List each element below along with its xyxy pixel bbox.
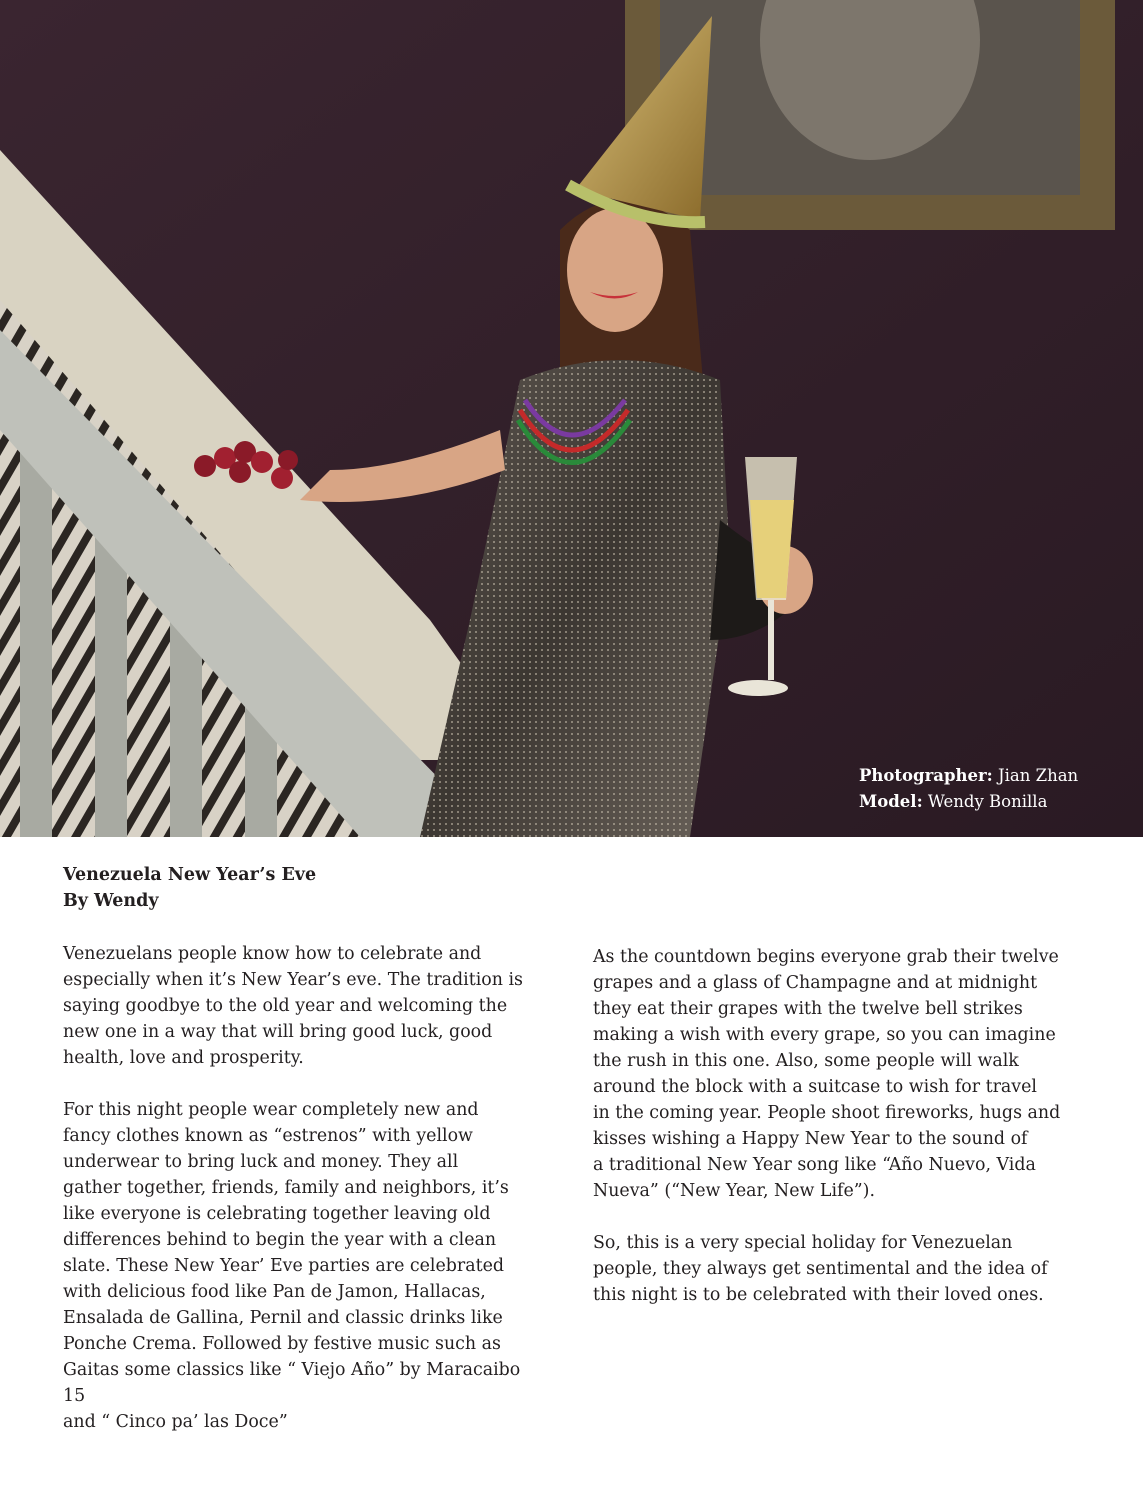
left-paragraph-1: Venezuelans people know how to celebrate and especially when it’s New Year’s eve. The tradition is saying goodbye to the old year and welcoming the new one in a way that will bring good luck, good health, love and prosperity. bbox=[63, 944, 523, 1068]
article-header bbox=[63, 862, 316, 914]
left-column bbox=[63, 941, 543, 1461]
article-byline: By Wendy bbox=[63, 891, 159, 911]
article-title: Venezuela New Year’s Eve bbox=[63, 865, 317, 885]
right-column bbox=[593, 944, 1073, 1334]
model-credit: Model: Wendy Bonilla bbox=[859, 792, 1048, 811]
photographer-credit: Photographer: Jian Zhan bbox=[859, 766, 1079, 785]
right-paragraph-2: So, this is a very special holiday for Venezuelan people, they always get sentimental and the idea of this night is to be celebrated with their loved ones. bbox=[593, 1233, 1048, 1305]
right-paragraph-1: As the countdown begins everyone grab their twelve grapes and a glass of Champagne and at midnight they eat their grapes with the twelve bell strikes making a wish with every grape, so you can imagine the rush in this one. Also, some people will walk around the block with a suitcase to wish for travel in the coming year. People shoot fireworks, hugs and kisses wishing a Happy New Year to the sound of a traditional New Year song like “Año Nuevo, Vida Nueva” (“New Year, New Life”). bbox=[593, 947, 1061, 1201]
photo-credits bbox=[859, 763, 1078, 815]
left-paragraph-2: For this night people wear completely new and fancy clothes known as “estrenos” with yellow underwear to bring luck and money. They all gather together, friends, family and neighbors, it’s like everyone is celebrating together leaving old differences behind to begin the year with a clean slate. These New Year’ Eve parties are celebrated with delicious food like Pan de Jamon, Hallacas, Ensalada de Gallina, Pernil and classic drinks like Ponche Crema. Followed by festive music such as Gaitas some classics like “ Viejo Año” by Maracaibo 15 and “ Cinco pa’ las Doce” bbox=[63, 1100, 521, 1432]
